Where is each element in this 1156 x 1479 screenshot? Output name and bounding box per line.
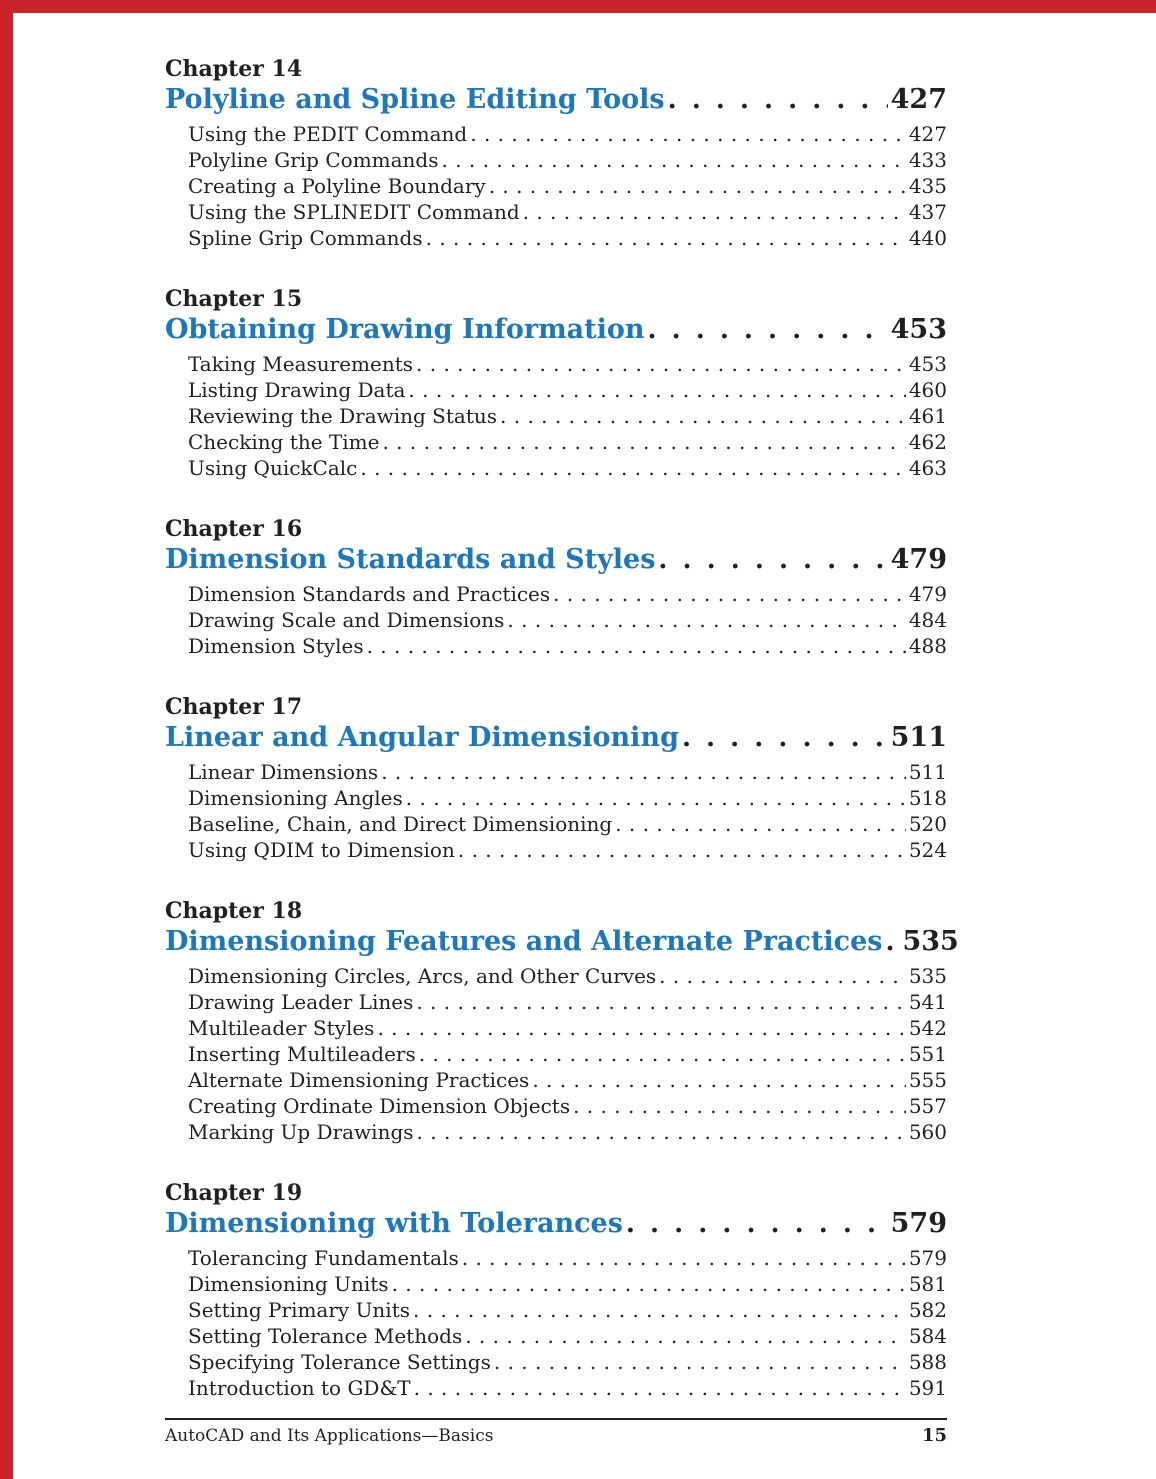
chapter-block — [165, 1179, 947, 1401]
dot-leader — [470, 121, 906, 147]
entry-title: Baseline, Chain, and Direct Dimensioning — [188, 812, 613, 836]
entry-page-number: 557 — [908, 1094, 947, 1118]
chapter-page-number: 453 — [890, 314, 947, 345]
chapter-title-line — [165, 543, 947, 577]
chapter-block — [165, 693, 947, 863]
footer-rule — [165, 1418, 947, 1420]
entry-page-number: 484 — [908, 608, 947, 632]
chapter-page-number: 479 — [890, 544, 947, 575]
chapter-title-line — [165, 313, 947, 347]
toc-entry — [188, 811, 947, 837]
toc-entry — [188, 1297, 947, 1323]
dot-leader — [658, 543, 887, 577]
chapter-label: Chapter 17 — [165, 694, 303, 720]
entry-page-number: 518 — [908, 786, 947, 810]
entry-page-number: 453 — [908, 352, 947, 376]
footer-book-title: AutoCAD and Its Applications—Basics — [165, 1426, 494, 1446]
chapter-title-line — [165, 721, 947, 755]
chapter-block — [165, 897, 959, 1145]
chapter-block — [165, 55, 947, 251]
entry-page-number: 560 — [908, 1120, 947, 1144]
chapter-label: Chapter 19 — [165, 1180, 303, 1206]
entry-title: Creating Ordinate Dimension Objects — [188, 1094, 571, 1118]
entry-title: Using QDIM to Dimension — [188, 838, 455, 862]
chapter-entries — [165, 1245, 947, 1401]
chapter-page-number: 579 — [890, 1208, 947, 1239]
entry-title: Linear Dimensions — [188, 760, 379, 784]
entry-page-number: 437 — [908, 200, 947, 224]
toc-entry — [188, 377, 947, 403]
dot-leader — [573, 1093, 906, 1119]
dot-leader — [489, 173, 906, 199]
dot-leader — [626, 1207, 888, 1241]
chapter-title-line — [165, 83, 947, 117]
entry-title: Taking Measurements — [188, 352, 414, 376]
chapter-label: Chapter 18 — [165, 898, 303, 924]
toc-entry — [188, 1245, 947, 1271]
dot-leader — [419, 1041, 906, 1067]
entry-title: Setting Primary Units — [188, 1298, 411, 1322]
toc-entry — [188, 403, 947, 429]
chapter-page-number: 511 — [890, 722, 947, 753]
entry-title: Drawing Leader Lines — [188, 990, 414, 1014]
entry-title: Checking the Time — [188, 430, 380, 454]
chapter-label: Chapter 15 — [165, 286, 303, 312]
entry-title: Spline Grip Commands — [188, 226, 423, 250]
toc-entry — [188, 1119, 947, 1145]
chapter-block — [165, 515, 947, 659]
chapter-title: Linear and Angular Dimensioning — [165, 722, 679, 753]
entry-title: Dimensioning Angles — [188, 786, 403, 810]
toc-entry — [188, 1015, 947, 1041]
dot-leader — [360, 455, 905, 481]
chapter-title: Polyline and Spline Editing Tools — [165, 84, 665, 115]
dot-leader — [381, 759, 906, 785]
entry-title: Introduction to GD&T — [188, 1376, 411, 1400]
entry-title: Reviewing the Drawing Status — [188, 404, 498, 428]
toc-entry — [188, 429, 947, 455]
entry-title: Drawing Scale and Dimensions — [188, 608, 505, 632]
dot-leader — [416, 351, 906, 377]
entry-title: Multileader Styles — [188, 1016, 375, 1040]
dot-leader — [615, 811, 906, 837]
dot-leader — [377, 1015, 905, 1041]
entry-title: Creating a Polyline Boundary — [188, 174, 486, 198]
entry-page-number: 579 — [908, 1246, 947, 1270]
entry-title: Polyline Grip Commands — [188, 148, 439, 172]
chapter-title-line — [165, 925, 959, 959]
toc-entry — [188, 1349, 947, 1375]
toc-entry — [188, 633, 947, 659]
chapter-entries — [165, 963, 947, 1145]
entry-page-number: 582 — [908, 1298, 947, 1322]
entry-page-number: 555 — [908, 1068, 947, 1092]
chapter-title-line — [165, 1207, 947, 1241]
dot-leader — [382, 429, 905, 455]
toc-entry — [188, 225, 947, 251]
chapter-page-number: 427 — [890, 84, 947, 115]
entry-page-number: 584 — [908, 1324, 947, 1348]
chapter-entries — [165, 581, 947, 659]
entry-page-number: 462 — [908, 430, 947, 454]
entry-title: Dimensioning Circles, Arcs, and Other Curves — [188, 964, 657, 988]
toc-entry — [188, 989, 947, 1015]
toc-entry — [188, 1375, 947, 1401]
dot-leader — [406, 785, 906, 811]
dot-leader — [648, 313, 888, 347]
entry-page-number: 542 — [908, 1016, 947, 1040]
entry-page-number: 461 — [908, 404, 947, 428]
entry-title: Dimension Styles — [188, 634, 364, 658]
dot-leader — [885, 925, 899, 959]
chapter-title: Obtaining Drawing Information — [165, 314, 645, 345]
entry-page-number: 588 — [908, 1350, 947, 1374]
dot-leader — [682, 721, 888, 755]
top-accent-bar — [0, 0, 1156, 13]
entry-title: Using the PEDIT Command — [188, 122, 468, 146]
toc-entry — [188, 785, 947, 811]
dot-leader — [442, 147, 906, 173]
entry-page-number: 541 — [908, 990, 947, 1014]
entry-page-number: 433 — [908, 148, 947, 172]
entry-page-number: 488 — [908, 634, 947, 658]
toc-entry — [188, 837, 947, 863]
toc-entry — [188, 963, 947, 989]
page-footer — [165, 1418, 947, 1446]
chapter-label: Chapter 14 — [165, 56, 303, 82]
entry-title: Dimensioning Units — [188, 1272, 389, 1296]
entry-page-number: 463 — [908, 456, 947, 480]
entry-title: Using the SPLINEDIT Command — [188, 200, 520, 224]
entry-page-number: 427 — [908, 122, 947, 146]
toc-entry — [188, 759, 947, 785]
chapter-label: Chapter 16 — [165, 516, 303, 542]
chapter-title: Dimensioning with Tolerances — [165, 1208, 623, 1239]
entry-title: Listing Drawing Data — [188, 378, 406, 402]
entry-page-number: 440 — [908, 226, 947, 250]
entry-title: Tolerancing Fundamentals — [188, 1246, 459, 1270]
chapter-page-number: 535 — [902, 926, 959, 957]
entry-page-number: 535 — [908, 964, 947, 988]
entry-title: Specifying Tolerance Settings — [188, 1350, 491, 1374]
dot-leader — [458, 837, 906, 863]
dot-leader — [523, 199, 906, 225]
entry-page-number: 460 — [908, 378, 947, 402]
chapter-entries — [165, 121, 947, 251]
toc-entry — [188, 581, 947, 607]
toc-entry — [188, 147, 947, 173]
dot-leader — [367, 633, 906, 659]
dot-leader — [417, 1119, 906, 1145]
entry-page-number: 524 — [908, 838, 947, 862]
toc-entry — [188, 607, 947, 633]
chapter-entries — [165, 351, 947, 481]
toc-entry — [188, 351, 947, 377]
toc-entry — [188, 1093, 947, 1119]
entry-page-number: 435 — [908, 174, 947, 198]
entry-page-number: 511 — [908, 760, 947, 784]
entry-title: Using QuickCalc — [188, 456, 358, 480]
entry-page-number: 581 — [908, 1272, 947, 1296]
toc-entry — [188, 199, 947, 225]
dot-leader — [392, 1271, 906, 1297]
dot-leader — [553, 581, 906, 607]
toc-entry — [188, 455, 947, 481]
dot-leader — [668, 83, 888, 117]
toc-entry — [188, 1271, 947, 1297]
toc-entry — [188, 121, 947, 147]
entry-page-number: 479 — [908, 582, 947, 606]
entry-title: Setting Tolerance Methods — [188, 1324, 463, 1348]
entry-title: Alternate Dimensioning Practices — [188, 1068, 530, 1092]
toc-entry — [188, 173, 947, 199]
chapter-entries — [165, 759, 947, 863]
dot-leader — [507, 607, 905, 633]
dot-leader — [494, 1349, 906, 1375]
dot-leader — [462, 1245, 906, 1271]
dot-leader — [659, 963, 906, 989]
table-of-contents — [165, 55, 959, 1401]
entry-title: Dimension Standards and Practices — [188, 582, 551, 606]
left-accent-bar — [0, 0, 13, 1479]
chapter-title: Dimensioning Features and Alternate Practices — [165, 926, 883, 957]
entry-title: Inserting Multileaders — [188, 1042, 416, 1066]
dot-leader — [416, 989, 905, 1015]
toc-entry — [188, 1323, 947, 1349]
dot-leader — [408, 377, 905, 403]
dot-leader — [465, 1323, 906, 1349]
entry-page-number: 551 — [908, 1042, 947, 1066]
toc-entry — [188, 1041, 947, 1067]
dot-leader — [532, 1067, 905, 1093]
entry-page-number: 520 — [908, 812, 947, 836]
entry-title: Marking Up Drawings — [188, 1120, 414, 1144]
dot-leader — [414, 1375, 906, 1401]
toc-entry — [188, 1067, 947, 1093]
dot-leader — [426, 225, 906, 251]
chapter-title: Dimension Standards and Styles — [165, 544, 656, 575]
entry-page-number: 591 — [908, 1376, 947, 1400]
chapter-block — [165, 285, 947, 481]
footer-page-number: 15 — [921, 1425, 947, 1446]
dot-leader — [500, 403, 906, 429]
dot-leader — [413, 1297, 906, 1323]
